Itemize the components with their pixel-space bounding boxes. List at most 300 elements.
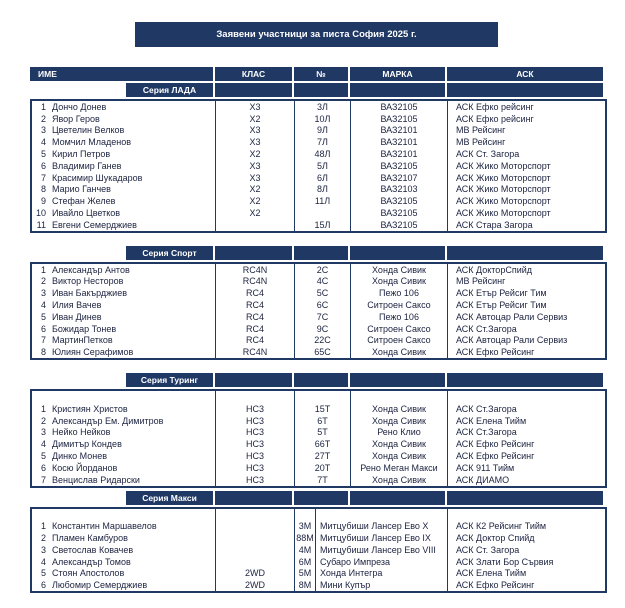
participant-name: Дончо Донев bbox=[52, 101, 107, 112]
participant-name: Иван Бакърджиев bbox=[52, 288, 127, 299]
club-cell: АСК Ефко Рейсинг bbox=[447, 450, 605, 462]
car-brand-cell: Рено Клио bbox=[350, 427, 447, 439]
start-number-cell: 22С bbox=[294, 335, 350, 347]
participant-name: Марио Ганчев bbox=[52, 184, 111, 195]
row-number: 1 bbox=[40, 264, 46, 275]
name-cell bbox=[32, 450, 215, 462]
table-row bbox=[32, 391, 605, 403]
participant-name: Светослав Ковачев bbox=[52, 544, 134, 555]
name-cell bbox=[32, 160, 215, 172]
name-cell bbox=[32, 264, 215, 276]
car-brand-cell: Хонда Сивик bbox=[350, 438, 447, 450]
class-cell: 2WD bbox=[215, 579, 294, 591]
class-cell bbox=[215, 544, 294, 556]
club-cell: АСК Злати Бор Сървия bbox=[447, 556, 605, 568]
car-brand-cell: Хонда Сивик bbox=[350, 403, 447, 415]
car-brand-cell: Хонда Сивик bbox=[350, 415, 447, 427]
series-brand-cell bbox=[348, 246, 445, 260]
name-cell bbox=[32, 276, 215, 288]
table-row bbox=[32, 568, 605, 580]
car-brand-cell: Хонда Сивик bbox=[350, 264, 447, 276]
club-cell: АСК ДокторСпийд bbox=[447, 264, 605, 276]
participant-name: Кристиян Христов bbox=[52, 403, 128, 414]
name-cell bbox=[32, 287, 215, 299]
club-cell: АСК Ефко рейсинг bbox=[447, 101, 605, 113]
participant-name: Кирил Петров bbox=[52, 149, 111, 160]
name-cell bbox=[32, 415, 215, 427]
club-cell: АСК Ефко рейсинг bbox=[447, 113, 605, 125]
table-row bbox=[32, 544, 605, 556]
participant-name: Божидар Тонев bbox=[52, 323, 117, 334]
start-number-cell: 2С bbox=[294, 264, 350, 276]
table-row bbox=[32, 474, 605, 486]
start-number-cell: 27Т bbox=[294, 450, 350, 462]
start-number-cell: 4М bbox=[294, 544, 315, 556]
series-class-cell bbox=[213, 373, 292, 387]
table-row bbox=[32, 403, 605, 415]
car-brand-cell: Субаро Импреза bbox=[315, 556, 447, 568]
class-cell: X3 bbox=[215, 125, 294, 137]
series-label: Серия Туринг bbox=[126, 373, 213, 387]
start-number-cell: 5Л bbox=[294, 160, 350, 172]
car-brand-cell: Хонда Сивик bbox=[350, 450, 447, 462]
column-header-brand: МАРКА bbox=[348, 67, 445, 81]
table-row bbox=[32, 148, 605, 160]
car-brand-cell: ВАЗ2103 bbox=[350, 184, 447, 196]
club-cell: АСК Елена Тийм bbox=[447, 415, 605, 427]
start-number-cell: 9Л bbox=[294, 125, 350, 137]
column-header-club: АСК bbox=[445, 67, 603, 81]
table-row bbox=[32, 335, 605, 347]
club-cell: АСК Доктор Спийд bbox=[447, 532, 605, 544]
row-number: 8 bbox=[40, 347, 46, 358]
table-row bbox=[32, 438, 605, 450]
club-cell: АСК Жико Моторспорт bbox=[447, 172, 605, 184]
start-number-cell: 5С bbox=[294, 287, 350, 299]
participant-name: Александър Антов bbox=[52, 264, 130, 275]
row-number: 5 bbox=[40, 149, 46, 160]
participants-table bbox=[30, 67, 607, 593]
start-number-cell: 3М bbox=[294, 520, 315, 532]
start-number-cell: 15Т bbox=[294, 403, 350, 415]
club-cell: МВ Рейсинг bbox=[447, 276, 605, 288]
table-row bbox=[32, 299, 605, 311]
participant-name: Явор Геров bbox=[52, 113, 100, 124]
row-number: 4 bbox=[40, 439, 46, 450]
row-number: 10 bbox=[35, 208, 46, 219]
name-cell bbox=[32, 556, 215, 568]
start-number-cell: 6М bbox=[294, 556, 315, 568]
row-number: 2 bbox=[40, 113, 46, 124]
participant-name: МартинПетков bbox=[52, 335, 113, 346]
participant-name: Косю Йорданов bbox=[52, 462, 118, 473]
row-number: 5 bbox=[40, 311, 46, 322]
start-number-cell: 15Л bbox=[294, 219, 350, 231]
class-cell: X3 bbox=[215, 101, 294, 113]
series-label: Серия ЛАДА bbox=[126, 83, 213, 97]
start-number-cell: 7Л bbox=[294, 136, 350, 148]
class-cell bbox=[215, 520, 294, 532]
series-label: Серия Спорт bbox=[126, 246, 213, 260]
name-cell bbox=[32, 125, 215, 137]
series-brand-cell bbox=[348, 83, 445, 97]
row-number: 9 bbox=[40, 196, 46, 207]
class-cell: X3 bbox=[215, 160, 294, 172]
series-club-cell bbox=[445, 373, 603, 387]
class-cell: HC3 bbox=[215, 438, 294, 450]
start-number-cell: 5М bbox=[294, 568, 315, 580]
class-cell: HC3 bbox=[215, 403, 294, 415]
table-row bbox=[32, 287, 605, 299]
participant-name: Иван Динев bbox=[52, 311, 102, 322]
name-cell bbox=[32, 172, 215, 184]
class-cell: X2 bbox=[215, 195, 294, 207]
name-cell bbox=[32, 474, 215, 486]
club-cell: АСК Автоцар Рали Сервиз bbox=[447, 335, 605, 347]
row-number: 2 bbox=[40, 276, 46, 287]
table-row bbox=[32, 427, 605, 439]
club-cell: АСК Ефко Рейсинг bbox=[447, 579, 605, 591]
name-cell bbox=[32, 195, 215, 207]
series-header-row bbox=[30, 373, 607, 387]
page bbox=[0, 22, 625, 608]
class-cell: HC3 bbox=[215, 415, 294, 427]
club-cell: АСК Автоцар Рали Сервиз bbox=[447, 311, 605, 323]
name-cell bbox=[32, 346, 215, 358]
club-cell bbox=[447, 391, 605, 403]
class-cell: HC3 bbox=[215, 474, 294, 486]
car-brand-cell: ВАЗ2101 bbox=[350, 136, 447, 148]
class-cell: RC4N bbox=[215, 264, 294, 276]
row-number: 7 bbox=[40, 172, 46, 183]
class-cell: RC4 bbox=[215, 323, 294, 335]
row-number: 3 bbox=[40, 427, 46, 438]
car-brand-cell: Хонда Сивик bbox=[350, 474, 447, 486]
club-cell: МВ Рейсинг bbox=[447, 125, 605, 137]
class-cell: RC4 bbox=[215, 311, 294, 323]
row-number: 4 bbox=[40, 137, 46, 148]
class-cell: X2 bbox=[215, 207, 294, 219]
row-number: 6 bbox=[40, 580, 46, 591]
car-brand-cell: Ситроен Саксо bbox=[350, 323, 447, 335]
name-cell bbox=[32, 323, 215, 335]
car-brand-cell bbox=[350, 391, 447, 403]
car-brand-cell: ВАЗ2105 bbox=[350, 101, 447, 113]
class-cell: X3 bbox=[215, 136, 294, 148]
class-cell: 2WD bbox=[215, 568, 294, 580]
name-cell bbox=[32, 113, 215, 125]
participant-name: Константин Маршавелов bbox=[52, 521, 157, 532]
row-number: 5 bbox=[40, 451, 46, 462]
name-cell bbox=[32, 335, 215, 347]
participant-name: Александър Ем. Димитров bbox=[52, 415, 164, 426]
series-header-row bbox=[30, 246, 607, 260]
series-number-cell bbox=[292, 246, 348, 260]
series-club-cell bbox=[445, 246, 603, 260]
start-number-cell: 7Т bbox=[294, 474, 350, 486]
class-cell: HC3 bbox=[215, 450, 294, 462]
name-cell bbox=[32, 438, 215, 450]
participant-name: Момчил Младенов bbox=[52, 137, 132, 148]
car-brand-cell: ВАЗ2101 bbox=[350, 148, 447, 160]
series-spacer bbox=[30, 246, 126, 260]
row-number: 3 bbox=[40, 544, 46, 555]
name-cell bbox=[32, 207, 215, 219]
name-cell bbox=[32, 299, 215, 311]
car-brand-cell: Митцубиши Лансер Ево X bbox=[315, 520, 447, 532]
car-brand-cell: Рено Меган Макси bbox=[350, 462, 447, 474]
start-number-cell: 11Л bbox=[294, 195, 350, 207]
start-number-cell: 4С bbox=[294, 276, 350, 288]
car-brand-cell: ВАЗ2105 bbox=[350, 113, 447, 125]
column-header-row bbox=[30, 67, 607, 81]
series-spacer bbox=[30, 373, 126, 387]
class-cell: HC3 bbox=[215, 462, 294, 474]
class-cell: RC4N bbox=[215, 346, 294, 358]
table-row bbox=[32, 556, 605, 568]
series-number-cell bbox=[292, 83, 348, 97]
club-cell: АСК Ефко Рейсинг bbox=[447, 346, 605, 358]
class-cell: RC4 bbox=[215, 299, 294, 311]
table-row bbox=[32, 219, 605, 231]
name-cell bbox=[32, 148, 215, 160]
section-lada bbox=[30, 67, 607, 233]
name-cell bbox=[32, 579, 215, 591]
participant-name: Стоян Апостолов bbox=[52, 568, 125, 579]
start-number-cell: 7С bbox=[294, 311, 350, 323]
name-cell bbox=[32, 136, 215, 148]
class-cell: HC3 bbox=[215, 427, 294, 439]
column-header-name: ИМЕ bbox=[30, 67, 213, 81]
club-cell: АСК Елена Тийм bbox=[447, 568, 605, 580]
table-row bbox=[32, 532, 605, 544]
participant-name: Цветелин Велков bbox=[52, 125, 125, 136]
section-body bbox=[30, 99, 607, 233]
car-brand-cell: Пежо 106 bbox=[350, 287, 447, 299]
series-spacer bbox=[30, 83, 126, 97]
row-number: 6 bbox=[40, 323, 46, 334]
name-cell bbox=[32, 219, 215, 231]
club-cell: АСК 911 Тийм bbox=[447, 462, 605, 474]
name-cell bbox=[32, 532, 215, 544]
row-number: 2 bbox=[40, 415, 46, 426]
start-number-cell: 3Л bbox=[294, 101, 350, 113]
start-number-cell bbox=[294, 509, 315, 521]
car-brand-cell: Хонда Сивик bbox=[350, 346, 447, 358]
class-cell: X2 bbox=[215, 184, 294, 196]
name-cell bbox=[32, 462, 215, 474]
start-number-cell: 48Л bbox=[294, 148, 350, 160]
table-row bbox=[32, 311, 605, 323]
class-cell bbox=[215, 509, 294, 521]
name-cell bbox=[32, 509, 215, 521]
class-cell: X3 bbox=[215, 172, 294, 184]
table-row bbox=[32, 136, 605, 148]
class-cell: RC4N bbox=[215, 276, 294, 288]
participant-name: Нейко Нейков bbox=[52, 427, 111, 438]
club-cell: АСК Жико Моторспорт bbox=[447, 195, 605, 207]
car-brand-cell: ВАЗ2101 bbox=[350, 125, 447, 137]
car-brand-cell: ВАЗ2105 bbox=[350, 207, 447, 219]
name-cell bbox=[32, 101, 215, 113]
car-brand-cell: Мини Купър bbox=[315, 579, 447, 591]
car-brand-cell: ВАЗ2105 bbox=[350, 195, 447, 207]
table-row bbox=[32, 415, 605, 427]
club-cell: АСК Жико Моторспорт bbox=[447, 184, 605, 196]
row-number: 5 bbox=[40, 568, 46, 579]
start-number-cell: 5Т bbox=[294, 427, 350, 439]
club-cell: АСК Етър Рейсиг Тим bbox=[447, 287, 605, 299]
car-brand-cell: ВАЗ2107 bbox=[350, 172, 447, 184]
table-row bbox=[32, 579, 605, 591]
section-sport bbox=[30, 246, 607, 360]
column-header-class: КЛАС bbox=[213, 67, 292, 81]
participant-name: Евгени Семерджиев bbox=[52, 219, 137, 230]
table-row bbox=[32, 207, 605, 219]
series-brand-cell bbox=[348, 373, 445, 387]
series-club-cell bbox=[445, 83, 603, 97]
series-brand-cell bbox=[348, 491, 445, 505]
name-cell bbox=[32, 184, 215, 196]
club-cell: АСК Ст. Загора bbox=[447, 148, 605, 160]
start-number-cell: 65С bbox=[294, 346, 350, 358]
table-row bbox=[32, 346, 605, 358]
series-number-cell bbox=[292, 491, 348, 505]
name-cell bbox=[32, 391, 215, 403]
row-number: 2 bbox=[40, 533, 46, 543]
row-number: 4 bbox=[40, 556, 46, 567]
name-cell bbox=[32, 427, 215, 439]
club-cell: АСК Ст.Загора bbox=[447, 427, 605, 439]
club-cell: АСК Ст. Загора bbox=[447, 544, 605, 556]
club-cell: АСК ДИАМО bbox=[447, 474, 605, 486]
table-row bbox=[32, 520, 605, 532]
class-cell bbox=[215, 391, 294, 403]
class-cell: X2 bbox=[215, 113, 294, 125]
participant-name: Стефан Желев bbox=[52, 196, 116, 207]
start-number-cell: 6С bbox=[294, 299, 350, 311]
row-number: 1 bbox=[40, 521, 46, 532]
participant-name: Ивайло Цветков bbox=[52, 208, 121, 219]
participant-name: Любомир Семерджиев bbox=[52, 580, 148, 591]
class-cell bbox=[215, 532, 294, 544]
club-cell: АСК К2 Рейсинг Тийм bbox=[447, 520, 605, 532]
table-row bbox=[32, 172, 605, 184]
class-cell: RC4 bbox=[215, 287, 294, 299]
start-number-cell: 6Л bbox=[294, 172, 350, 184]
row-number: 3 bbox=[40, 288, 46, 299]
club-cell bbox=[447, 509, 605, 521]
club-cell: АСК Жико Моторспорт bbox=[447, 160, 605, 172]
name-cell bbox=[32, 403, 215, 415]
series-label: Серия Макси bbox=[126, 491, 213, 505]
row-number: 3 bbox=[40, 125, 46, 136]
car-brand-cell: Митцубиши Лансер Ево VIII bbox=[315, 544, 447, 556]
start-number-cell: 6Т bbox=[294, 415, 350, 427]
series-header-row bbox=[30, 491, 607, 505]
car-brand-cell: Хонда Сивик bbox=[350, 276, 447, 288]
section-body bbox=[30, 507, 607, 594]
table-row bbox=[32, 160, 605, 172]
document-title: Заявени участници за писта София 2025 г. bbox=[135, 22, 498, 47]
participant-name: Виктор Несторов bbox=[52, 276, 124, 287]
row-number: 6 bbox=[40, 462, 46, 473]
participant-name: Динко Монев bbox=[52, 451, 107, 462]
start-number-cell bbox=[294, 391, 350, 403]
table-row bbox=[32, 184, 605, 196]
car-brand-cell: Ситроен Саксо bbox=[350, 335, 447, 347]
name-cell bbox=[32, 568, 215, 580]
series-club-cell bbox=[445, 491, 603, 505]
participant-name: Владимир Ганев bbox=[52, 160, 122, 171]
row-number: 8 bbox=[40, 184, 46, 195]
participant-name: Димитър Кондев bbox=[52, 439, 122, 450]
series-class-cell bbox=[213, 246, 292, 260]
participant-name: Илия Вачев bbox=[52, 300, 102, 311]
series-header-row bbox=[30, 83, 607, 97]
participant-name: Александър Томов bbox=[52, 556, 131, 567]
name-cell bbox=[32, 544, 215, 556]
class-cell: RC4 bbox=[215, 335, 294, 347]
car-brand-cell bbox=[315, 509, 447, 521]
club-cell: АСК Стара Загора bbox=[447, 219, 605, 231]
row-number: 11 bbox=[36, 219, 46, 230]
participant-name: Юлиян Серафимов bbox=[52, 347, 134, 358]
start-number-cell: 8Л bbox=[294, 184, 350, 196]
start-number-cell: 88М bbox=[294, 532, 315, 544]
section-body bbox=[30, 262, 607, 360]
table-row bbox=[32, 195, 605, 207]
section-body bbox=[30, 389, 607, 487]
row-number: 7 bbox=[40, 335, 46, 346]
name-cell bbox=[32, 520, 215, 532]
table-row bbox=[32, 101, 605, 113]
start-number-cell: 10Л bbox=[294, 113, 350, 125]
series-number-cell bbox=[292, 373, 348, 387]
car-brand-cell: ВАЗ2105 bbox=[350, 219, 447, 231]
club-cell: АСК Ефко Рейсинг bbox=[447, 438, 605, 450]
participant-name: Венцислав Ридарски bbox=[52, 474, 140, 485]
section-turing bbox=[30, 373, 607, 487]
table-row bbox=[32, 264, 605, 276]
row-number: 4 bbox=[40, 300, 46, 311]
car-brand-cell: Ситроен Саксо bbox=[350, 299, 447, 311]
start-number-cell: 66Т bbox=[294, 438, 350, 450]
name-cell bbox=[32, 311, 215, 323]
car-brand-cell: Митцубиши Лансер Ево IX bbox=[315, 532, 447, 544]
club-cell: АСК Ст.Загора bbox=[447, 403, 605, 415]
club-cell: МВ Рейсинг bbox=[447, 136, 605, 148]
row-number: 1 bbox=[40, 101, 46, 112]
club-cell: АСК Жико Моторспорт bbox=[447, 207, 605, 219]
series-class-cell bbox=[213, 83, 292, 97]
class-cell bbox=[215, 219, 294, 231]
start-number-cell: 8М bbox=[294, 579, 315, 591]
series-class-cell bbox=[213, 491, 292, 505]
club-cell: АСК Ст.Загора bbox=[447, 323, 605, 335]
section-maxi bbox=[30, 491, 607, 594]
table-row bbox=[32, 509, 605, 521]
class-cell: X2 bbox=[215, 148, 294, 160]
start-number-cell: 20Т bbox=[294, 462, 350, 474]
participant-name: Красимир Шукадаров bbox=[52, 172, 143, 183]
column-header-number: № bbox=[292, 67, 348, 81]
table-row bbox=[32, 113, 605, 125]
car-brand-cell: Пежо 106 bbox=[350, 311, 447, 323]
row-number: 7 bbox=[40, 474, 46, 485]
car-brand-cell: ВАЗ2105 bbox=[350, 160, 447, 172]
start-number-cell bbox=[294, 207, 350, 219]
